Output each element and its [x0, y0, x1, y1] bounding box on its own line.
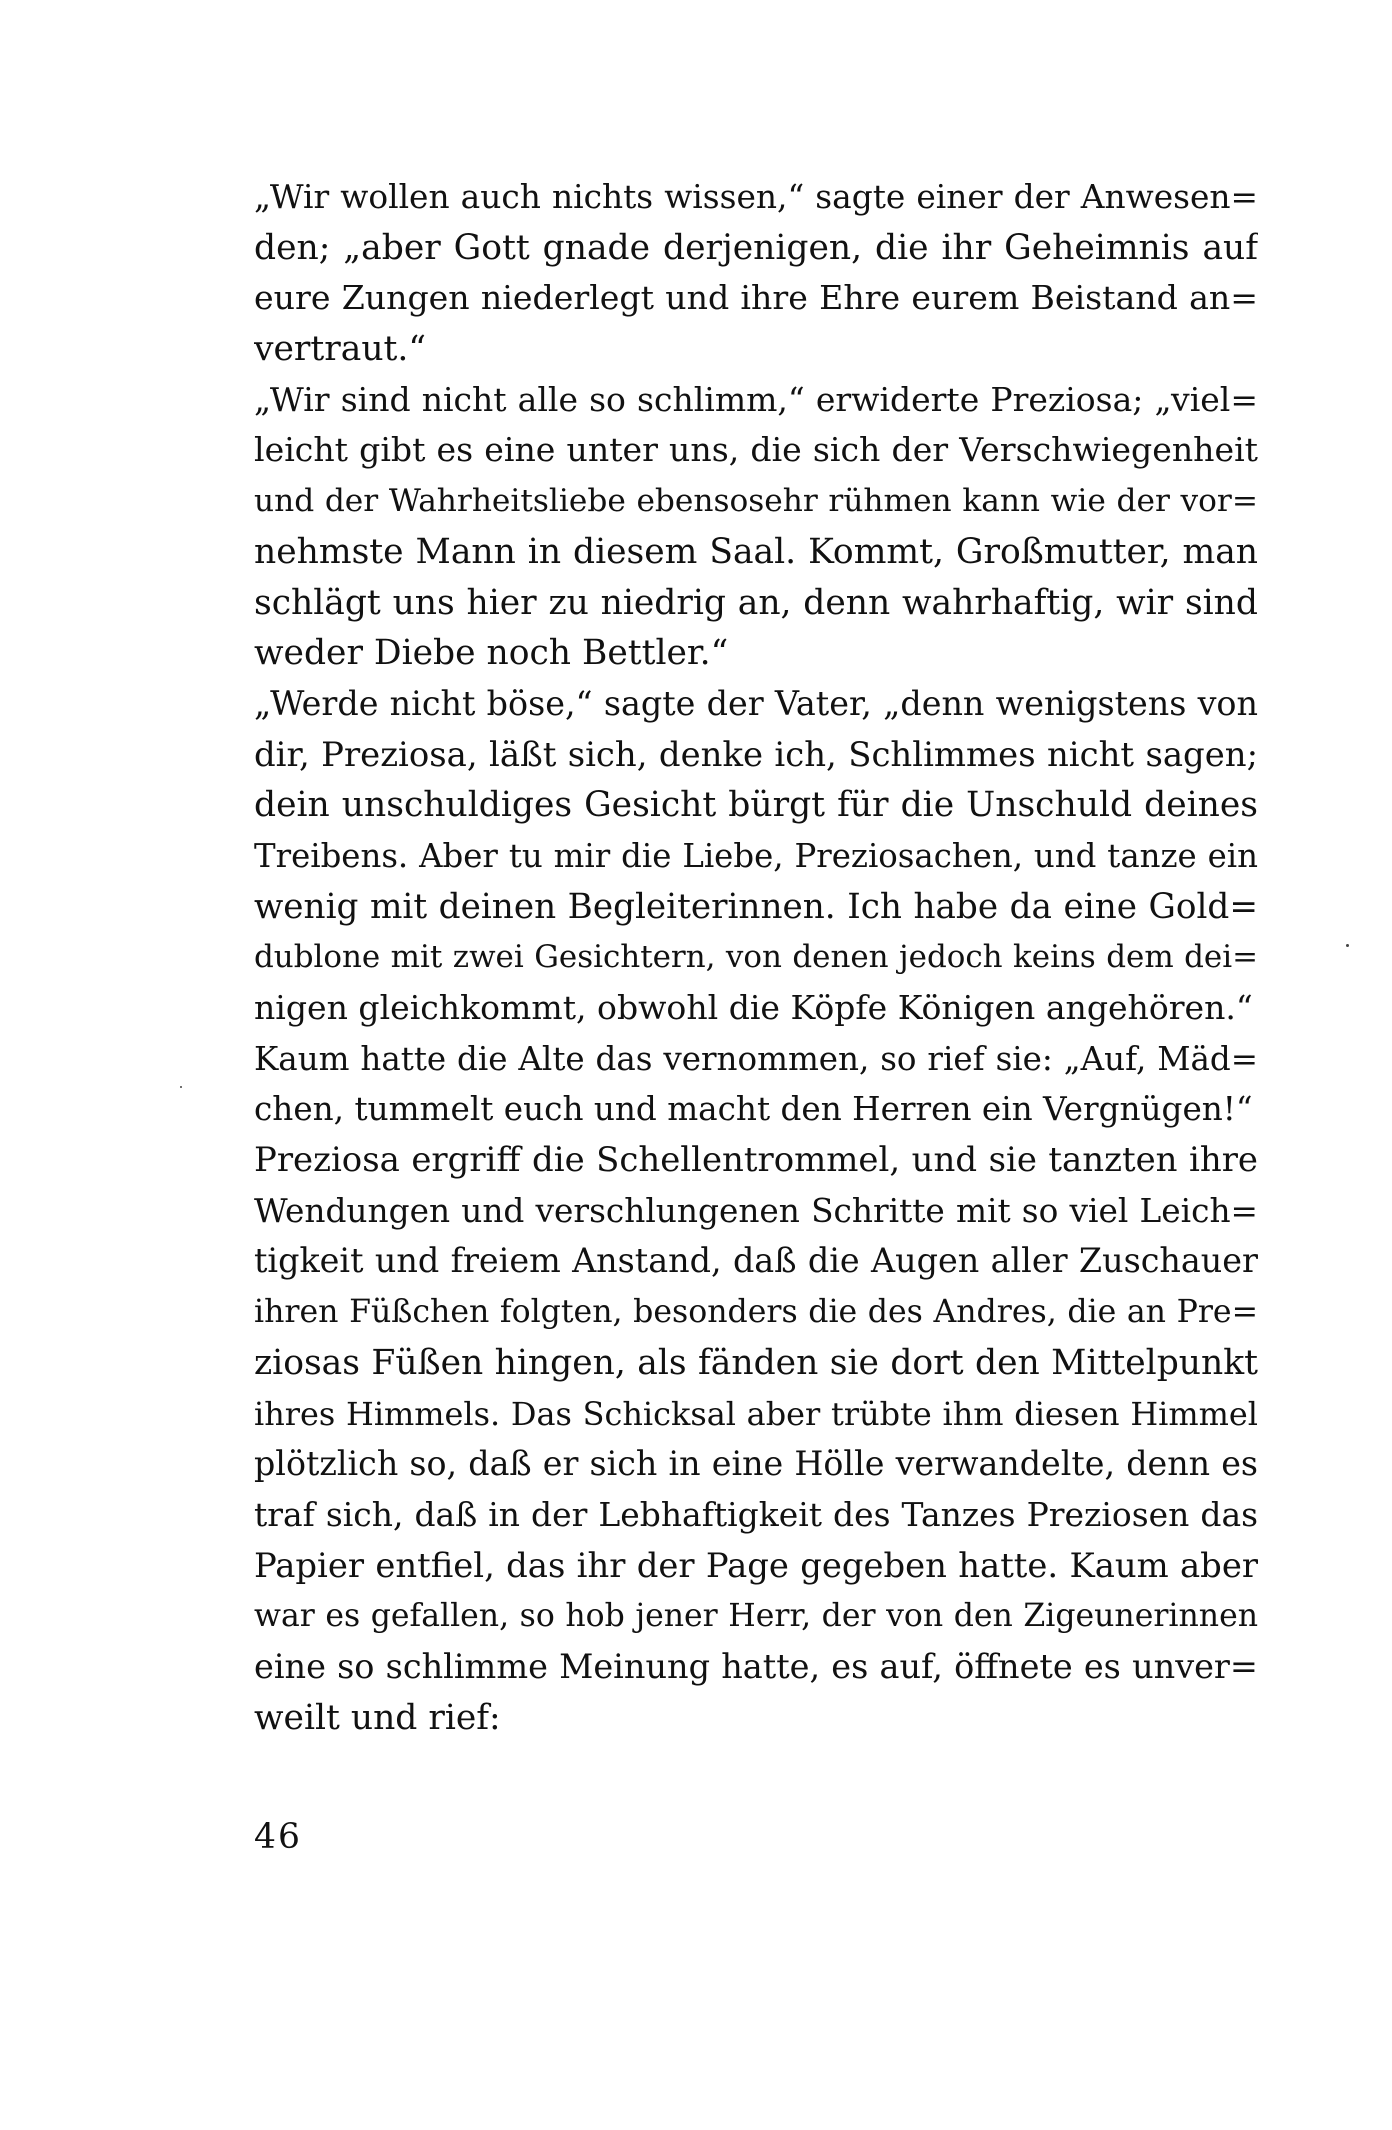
text-line: nigen gleichkommt, obwohl die Köpfe Königen angehören.“ [254, 988, 1253, 1027]
text-line: war es gefallen, so hob jener Herr, der von den Zigeunerinnen [254, 1598, 1258, 1635]
text-line: Preziosa ergriff die Schellentrommel, und sie tanzten ihre [254, 1140, 1258, 1180]
text-line: vertraut.“ [254, 329, 427, 370]
text-line: leicht gibt es eine unter uns, die sich der Verschwiegenheit [254, 430, 1258, 470]
text-line: wenig mit deinen Begleiterinnen. Ich habe da eine Gold= [254, 886, 1258, 927]
margin-speck [1346, 944, 1349, 947]
text-line: Treibens. Aber tu mir die Liebe, Preziosachen, und tanze ein [254, 836, 1258, 875]
body-text [254, 172, 1258, 1743]
text-line: traf sich, daß in der Lebhaftigkeit des Tanzes Preziosen das [254, 1494, 1258, 1534]
text-line: nehmste Mann in diesem Saal. Kommt, Großmutter, man [254, 531, 1258, 572]
text-line: chen, tummelt euch und macht den Herren ein Vergnügen!“ [254, 1090, 1253, 1129]
text-line: „Werde nicht böse,“ sagte der Vater, „denn wenigstens von [254, 683, 1258, 723]
margin-speck [180, 1086, 182, 1088]
text-line: dein unschuldiges Gesicht bürgt für die Unschuld deines [254, 785, 1258, 826]
text-line: Papier entfiel, das ihr der Page gegeben hatte. Kaum aber [254, 1545, 1258, 1585]
text-line: Wendungen und verschlungenen Schritte mit so viel Leich= [254, 1191, 1258, 1230]
text-line: eine so schlimme Meinung hatte, es auf, öffnete es unver= [254, 1646, 1258, 1686]
text-line: den; „aber Gott gnade derjenigen, die ihr Geheimnis auf [254, 227, 1258, 268]
text-line: ihren Füßchen folgten, besonders die des Andres, die an Pre= [254, 1294, 1258, 1331]
text-line: weder Diebe noch Bettler.“ [254, 633, 729, 674]
text-line: und der Wahrheitsliebe ebensosehr rühmen kann wie der vor= [254, 483, 1258, 520]
text-line: plötzlich so, daß er sich in eine Hölle verwandelte, denn es [254, 1444, 1258, 1484]
text-line: dir, Preziosa, läßt sich, denke ich, Schlimmes nicht sagen; [254, 734, 1258, 774]
text-line: schlägt uns hier zu niedrig an, denn wahrhaftig, wir sind [254, 582, 1258, 623]
text-line: ziosas Füßen hingen, als fänden sie dort den Mittelpunkt [254, 1342, 1258, 1383]
text-line: „Wir sind nicht alle so schlimm,“ erwiderte Preziosa; „viel= [254, 379, 1258, 419]
text-line: Kaum hatte die Alte das vernommen, so rief sie: „Auf, Mäd= [254, 1039, 1258, 1078]
text-line: weilt und rief: [254, 1697, 501, 1738]
page-number: 46 [254, 1817, 302, 1857]
text-line: dublone mit zwei Gesichtern, von denen jedoch keins dem dei= [254, 939, 1258, 976]
text-line: tigkeit und freiem Anstand, daß die Augen aller Zuschauer [254, 1241, 1258, 1281]
text-line: ihres Himmels. Das Schicksal aber trübte ihm diesen Himmel [254, 1394, 1258, 1433]
text-line: eure Zungen niederlegt und ihre Ehre eurem Beistand an= [254, 278, 1258, 318]
text-line: „Wir wollen auch nichts wissen,“ sagte einer der Anwesen= [254, 178, 1258, 216]
